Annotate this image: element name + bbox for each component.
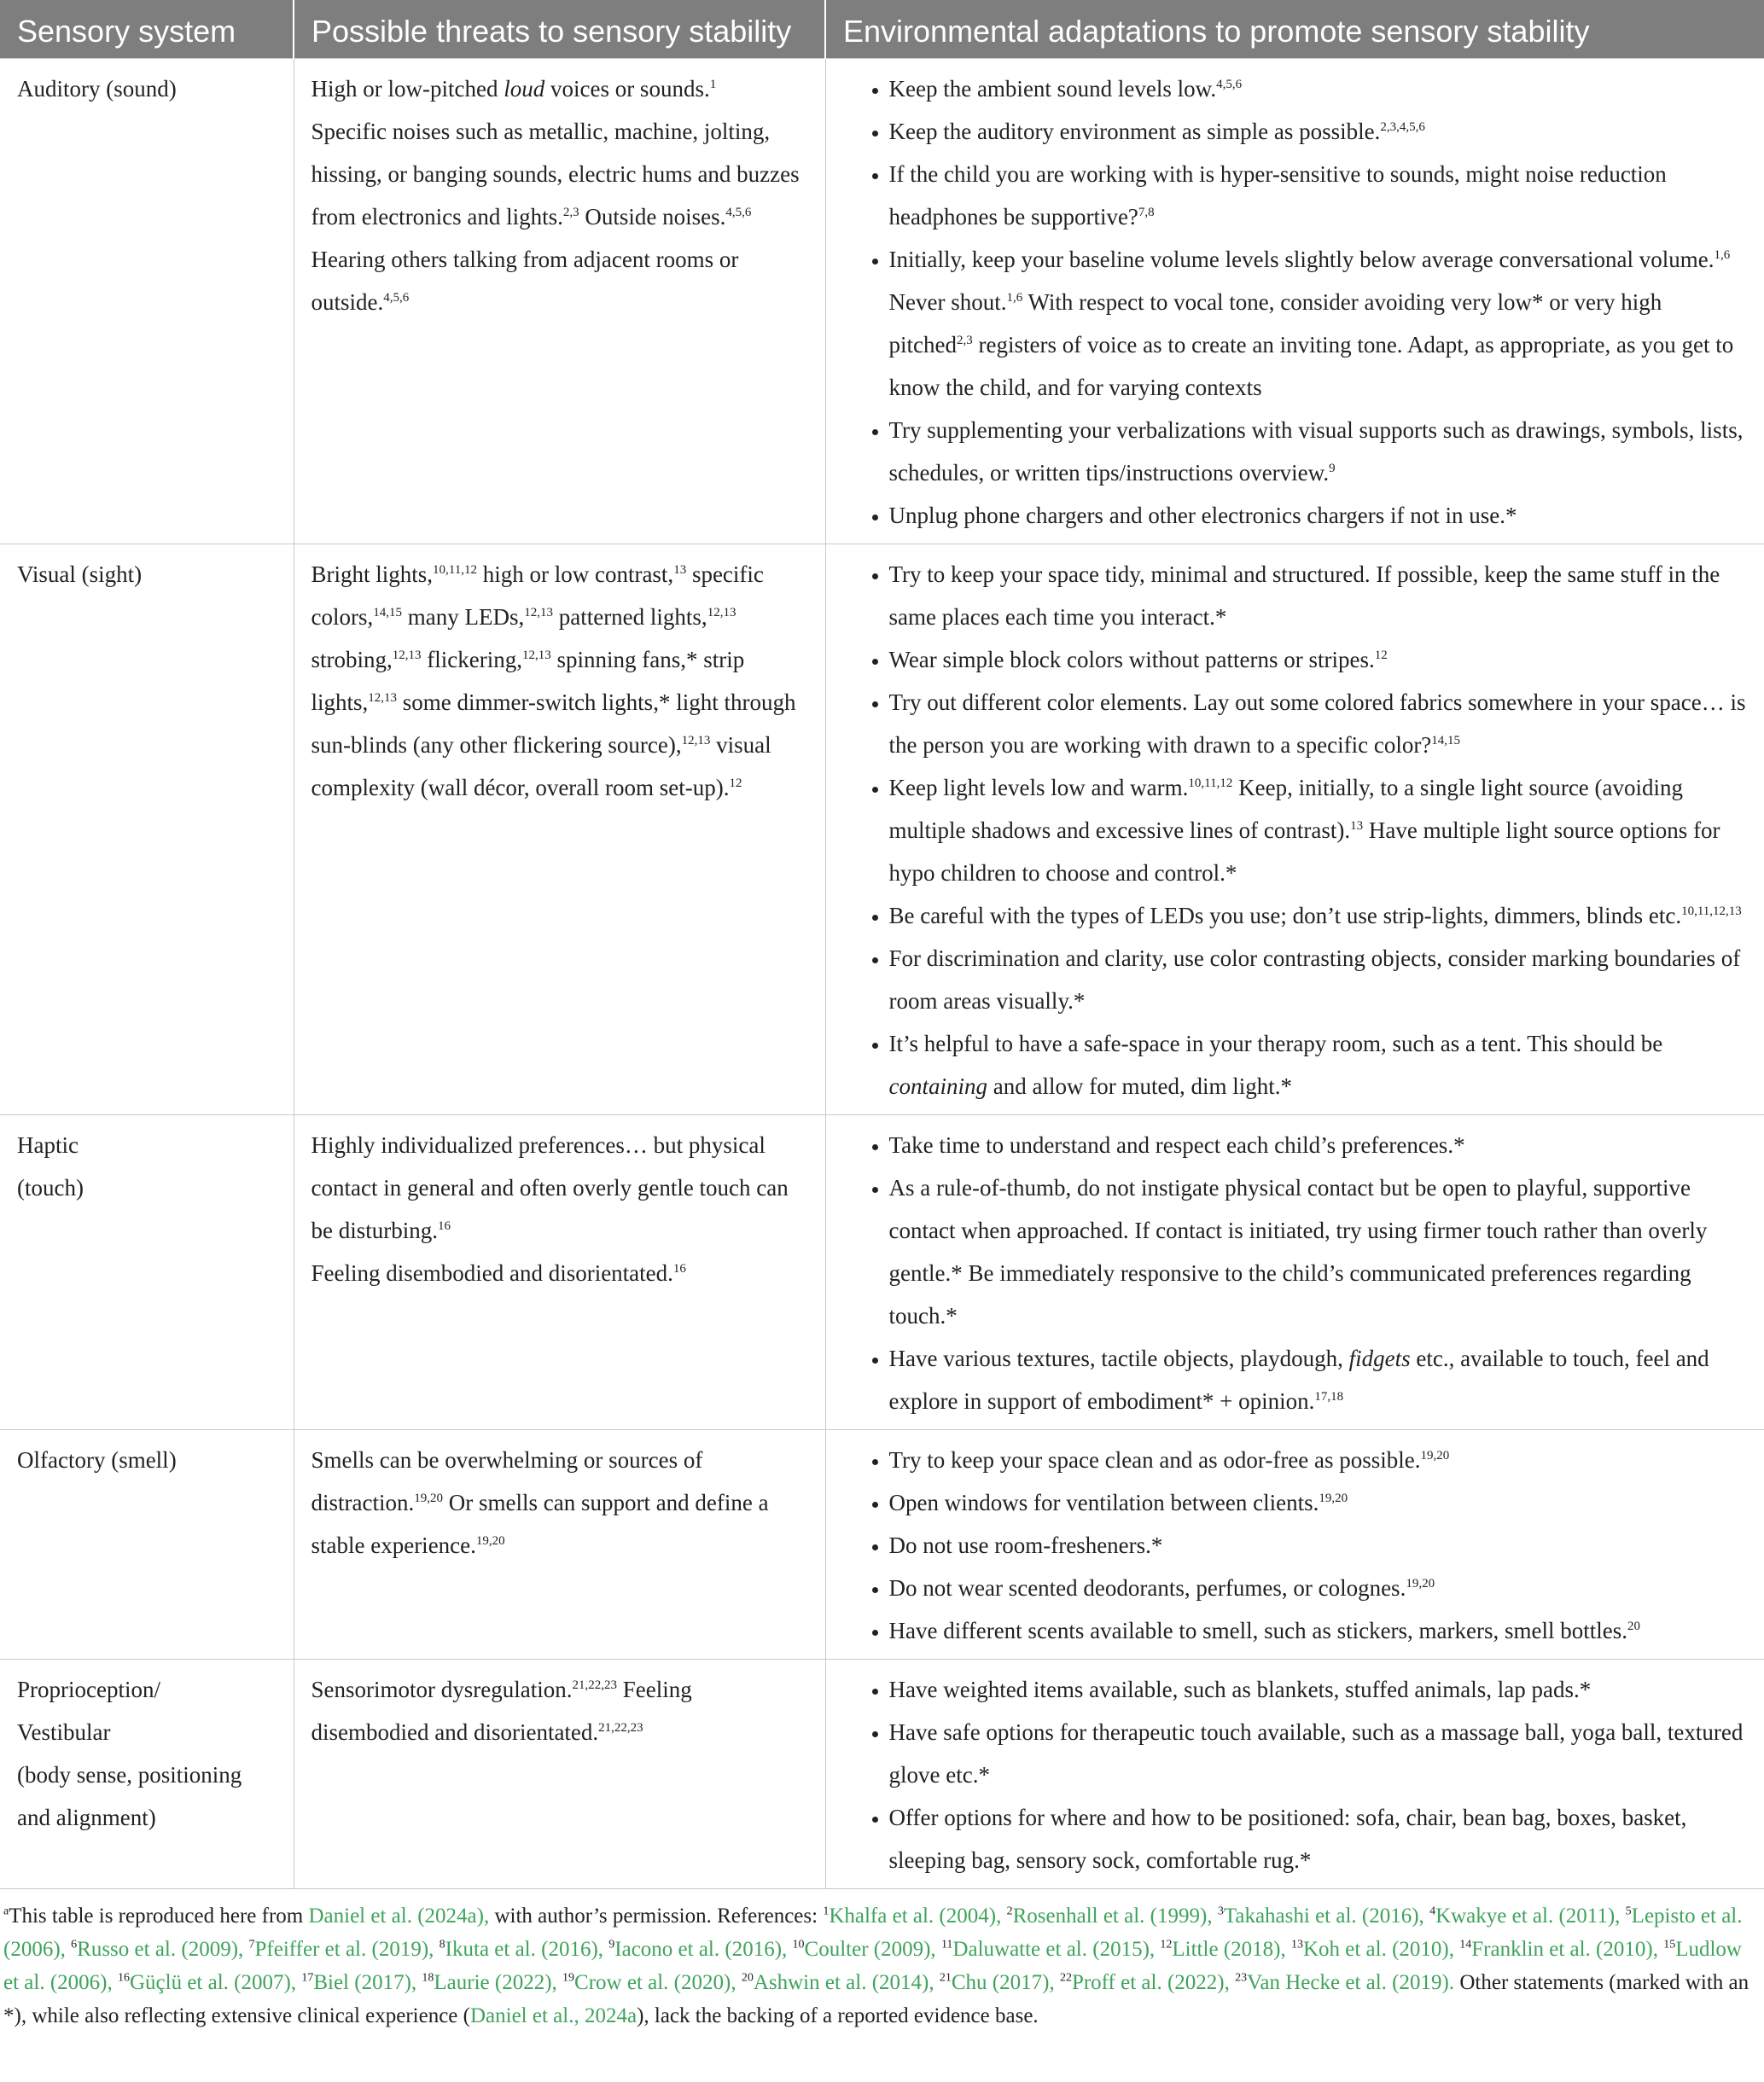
text-segment: Sensorimotor dysregulation.	[311, 1677, 573, 1702]
text-segment: Take time to understand and respect each child’s preferences.*	[888, 1132, 1465, 1158]
text-segment: Have weighted items available, such as blankets, stuffed animals, lap pads.*	[888, 1677, 1592, 1702]
adaptations-cell	[825, 1660, 1764, 1889]
reference-superscript: 3	[1217, 1905, 1224, 1918]
reference-superscript: 2,3	[562, 206, 579, 219]
sensory-system-cell	[0, 1660, 294, 1889]
text-segment: Keep light levels low and warm.	[888, 775, 1189, 800]
table-row	[0, 1660, 1764, 1889]
text-segment: As a rule-of-thumb, do not instigate physical contact but be open to playful, supportive contact when approached. If contact is initiated, try using firmer touch rather than overly gentle.* Be immediately responsive to the child’s communicated preferences regarding touch.*	[888, 1175, 1708, 1329]
adaptation-item	[889, 1668, 1748, 1711]
reference-superscript: 22	[1059, 1971, 1072, 1985]
citation-link[interactable]: Little (2018),	[1172, 1938, 1286, 1961]
reference-superscript: 12,13	[681, 734, 711, 747]
adaptation-item	[889, 766, 1748, 894]
citation-link[interactable]: Ashwin et al. (2014),	[753, 1971, 934, 1994]
citation-link[interactable]: Daniel et al. (2024a),	[308, 1905, 490, 1928]
text-segment: Feeling disembodied and disorientated.	[311, 1677, 692, 1745]
reference-superscript: 6	[71, 1938, 78, 1951]
reference-superscript: 15	[1663, 1938, 1676, 1951]
table-footnote	[0, 1889, 1764, 2033]
text-segment: Offer options for where and how to be positioned: sofa, chair, bean bag, boxes, basket, sleeping bag, sensory sock, comfortable rug.*	[888, 1805, 1687, 1873]
table-row	[0, 1430, 1764, 1660]
reference-superscript: 21	[939, 1971, 952, 1985]
adaptation-item	[889, 1022, 1748, 1108]
text-segment: Or smells can support and define a stable experience.	[311, 1490, 769, 1558]
reference-superscript: 16	[117, 1971, 130, 1985]
threats-cell	[294, 1660, 825, 1889]
text-segment: and allow for muted, dim light.*	[987, 1073, 1292, 1099]
text-segment: Highly individualized preferences… but physical contact in general and often overly gentle touch can be disturbing.	[311, 1132, 789, 1243]
text-segment: voices or sounds.	[544, 76, 710, 102]
reference-superscript: 1,6	[1006, 291, 1023, 305]
reference-superscript: 11	[940, 1938, 953, 1951]
text-segment: It’s helpful to have a safe-space in your therapy room, such as a tent. This should be	[888, 1031, 1663, 1056]
reference-superscript: 12,13	[707, 606, 736, 619]
adaptation-item	[889, 937, 1748, 1022]
adaptations-list	[843, 1124, 1748, 1422]
reference-superscript: 12,13	[521, 648, 551, 662]
table-row	[0, 59, 1764, 544]
text-segment: high or low contrast,	[476, 561, 674, 587]
italic-text: fidgets	[1348, 1346, 1411, 1371]
text-segment: Try to keep your space clean and as odor-free as possible.	[888, 1447, 1421, 1473]
reference-superscript: 7	[248, 1938, 255, 1951]
text-segment: Feeling disembodied and disorientated.	[311, 1260, 673, 1286]
text-segment: Do not use room-fresheners.*	[888, 1532, 1163, 1558]
citation-link[interactable]: Kwakye et al. (2011),	[1435, 1905, 1621, 1928]
adaptation-item	[889, 638, 1748, 681]
citation-link[interactable]: Lepisto et al. (2006),	[3, 1905, 1743, 1961]
adaptation-item	[889, 67, 1748, 110]
reference-superscript: 19,20	[414, 1492, 443, 1505]
citation-link[interactable]: Franklin et al. (2010),	[1471, 1938, 1658, 1961]
adaptation-item	[889, 1124, 1748, 1166]
text-segment: Hearing others talking from adjacent rooms or outside.	[311, 247, 739, 315]
citation-link[interactable]: Coulter (2009),	[804, 1938, 936, 1961]
text-segment: registers of voice as to create an inviting tone. Adapt, as appropriate, as you get to know the child, and for varying contexts	[888, 332, 1734, 400]
sensory-system-cell	[0, 59, 294, 544]
reference-superscript: 2,3	[956, 334, 973, 347]
reference-superscript: 21,22,23	[598, 1721, 643, 1735]
text-segment: With respect to vocal tone, consider avoiding very low* or very high pitched	[888, 289, 1662, 358]
reference-superscript: 10	[792, 1938, 805, 1951]
text-segment: patterned lights,	[552, 604, 707, 630]
reference-superscript: 14,15	[1431, 734, 1461, 747]
sensory-system-label: (touch)	[17, 1175, 84, 1201]
citation-link[interactable]: Rosenhall et al. (1999),	[1012, 1905, 1213, 1928]
threats-cell	[294, 544, 825, 1115]
adaptation-item	[889, 494, 1748, 537]
citation-link[interactable]: Pfeiffer et al. (2019),	[254, 1938, 434, 1961]
table-row	[0, 544, 1764, 1115]
citation-link[interactable]: Koh et al. (2010),	[1302, 1938, 1454, 1961]
citation-link[interactable]: Daniel et al., 2024a	[469, 2004, 637, 2027]
text-segment: flickering,	[421, 647, 522, 672]
text-segment: Do not wear scented deodorants, perfumes, or colognes.	[888, 1575, 1406, 1601]
reference-superscript: 12	[1374, 648, 1388, 662]
reference-superscript: 1	[823, 1905, 830, 1918]
text-segment: Have multiple light source options for hypo children to choose and control.*	[888, 817, 1720, 886]
adaptation-item	[889, 1481, 1748, 1524]
reference-superscript: 17	[301, 1971, 314, 1985]
citation-link[interactable]: Proff et al. (2022),	[1071, 1971, 1230, 1994]
citation-link[interactable]: Russo et al. (2009),	[77, 1938, 244, 1961]
reference-superscript: 1,6	[1714, 248, 1731, 262]
text-segment: ), lack the backing of a reported evidence base.	[637, 2004, 1039, 2027]
citation-link[interactable]: Iacono et al. (2016),	[614, 1938, 788, 1961]
text-segment: Initially, keep your baseline volume levels slightly below average conversational volume.	[888, 247, 1715, 272]
sensory-system-label: Haptic	[17, 1132, 79, 1158]
adaptations-list	[843, 67, 1748, 537]
citation-link[interactable]: Daluwatte et al. (2015),	[952, 1938, 1156, 1961]
text-segment: Try out different color elements. Lay out some colored fabrics somewhere in your space… is the person you are working with drawn to a specific color?	[888, 689, 1746, 758]
text-segment: strobing,	[311, 647, 393, 672]
reference-superscript: 9	[1329, 462, 1336, 475]
text-segment: Try to keep your space tidy, minimal and structured. If possible, keep the same stuff in the same places each time you interact.*	[888, 561, 1720, 630]
reference-superscript: 21,22,23	[572, 1678, 617, 1692]
sensory-system-label: and alignment)	[17, 1805, 156, 1830]
reference-superscript: 20	[1627, 1620, 1641, 1633]
citation-link[interactable]: Ikuta et al. (2016),	[445, 1938, 604, 1961]
citation-link[interactable]: Güçlü et al. (2007),	[129, 1971, 297, 1994]
reference-superscript: 12,13	[368, 691, 398, 705]
text-segment: Have different scents available to smell, such as stickers, markers, smell bottles.	[888, 1618, 1628, 1643]
adaptation-item	[889, 1567, 1748, 1609]
adaptation-item	[889, 681, 1748, 766]
text-segment: visual complexity (wall décor, overall room set-up).	[311, 732, 771, 800]
reference-superscript: 7,8	[1138, 206, 1155, 219]
italic-text: containing	[888, 1073, 987, 1099]
text-segment: Keep the auditory environment as simple as possible.	[888, 119, 1381, 144]
reference-superscript: 9	[608, 1938, 615, 1951]
adaptations-list	[843, 1668, 1748, 1881]
sensory-system-label: Auditory (sound)	[17, 76, 177, 102]
sensory-system-label: Proprioception/	[17, 1677, 160, 1702]
table-header-row	[0, 0, 1764, 59]
text-segment: Smells can be overwhelming or sources of distraction.	[311, 1447, 703, 1515]
text-segment: Be careful with the types of LEDs you use; don’t use strip-lights, dimmers, blinds etc.	[888, 903, 1682, 928]
adaptation-item	[889, 110, 1748, 153]
adaptations-list	[843, 553, 1748, 1108]
text-segment: High or low-pitched	[311, 76, 504, 102]
reference-superscript: 19,20	[1420, 1449, 1450, 1463]
text-segment: with author’s permission. References:	[489, 1905, 824, 1928]
adaptation-item	[889, 1166, 1748, 1337]
citation-link[interactable]: Takahashi et al. (2016),	[1223, 1905, 1424, 1928]
reference-superscript: 12,13	[524, 606, 553, 619]
reference-superscript: 19,20	[1319, 1492, 1348, 1505]
text-segment: Other statements (marked with an *), while also reflecting extensive clinical experience (	[3, 1971, 1749, 2027]
text-segment: Open windows for ventilation between clients.	[888, 1490, 1319, 1515]
citation-link[interactable]: Biel (2017),	[313, 1971, 417, 1994]
adaptation-item	[889, 894, 1748, 937]
reference-superscript: 13	[673, 563, 687, 577]
text-segment: Unplug phone chargers and other electronics chargers if not in use.*	[888, 503, 1517, 528]
adaptation-item	[889, 553, 1748, 638]
header-sensory-system: Sensory system	[0, 0, 294, 59]
reference-superscript: 16	[672, 1262, 686, 1276]
reference-superscript: 19	[562, 1971, 575, 1985]
reference-superscript: 10,11,12	[433, 563, 477, 577]
reference-superscript: 2	[1006, 1905, 1013, 1918]
threats-cell	[294, 1430, 825, 1660]
sensory-system-label: Visual (sight)	[17, 561, 143, 587]
sensory-system-label: Vestibular	[17, 1719, 111, 1745]
sensory-system-label: (body sense, positioning	[17, 1762, 242, 1788]
citation-link[interactable]: Ludlow et al. (2006),	[3, 1938, 1742, 1994]
reference-superscript: a	[3, 1905, 9, 1918]
adaptations-cell	[825, 1115, 1764, 1430]
text-segment: etc., available to touch, feel and explore in support of embodiment* + opinion.	[888, 1346, 1709, 1414]
reference-superscript: 19,20	[1406, 1577, 1435, 1591]
reference-superscript: 4	[1429, 1905, 1436, 1918]
reference-superscript: 23	[1235, 1971, 1248, 1985]
citation-link[interactable]: Laurie (2022),	[434, 1971, 557, 1994]
adaptation-item	[889, 238, 1748, 409]
text-segment: specific colors,	[311, 561, 764, 630]
reference-superscript: 16	[438, 1219, 451, 1233]
text-segment: spinning fans,* strip lights,	[311, 647, 745, 715]
threats-cell	[294, 1115, 825, 1430]
text-segment: For discrimination and clarity, use color contrasting objects, consider marking boundaries of room areas visually.*	[888, 945, 1741, 1014]
adaptations-cell	[825, 59, 1764, 544]
reference-superscript: 8	[439, 1938, 445, 1951]
reference-superscript: 4,5,6	[383, 291, 410, 305]
adaptations-list	[843, 1439, 1748, 1652]
threats-cell	[294, 59, 825, 544]
citation-link[interactable]: Van Hecke et al. (2019).	[1247, 1971, 1455, 1994]
reference-superscript: 12	[729, 776, 742, 790]
reference-superscript: 4,5,6	[725, 206, 752, 219]
text-segment: Have safe options for therapeutic touch available, such as a massage ball, yoga ball, textured glove etc.*	[888, 1719, 1744, 1788]
reference-superscript: 18	[422, 1971, 434, 1985]
header-environmental-adaptations: Environmental adaptations to promote sensory stability	[825, 0, 1764, 59]
citation-link[interactable]: Crow et al. (2020),	[574, 1971, 736, 1994]
sensory-system-cell	[0, 1115, 294, 1430]
sensory-system-label: Olfactory (smell)	[17, 1447, 177, 1473]
reference-superscript: 5	[1625, 1905, 1632, 1918]
reference-superscript: 19,20	[475, 1534, 505, 1548]
text-segment: many LEDs,	[401, 604, 525, 630]
adaptation-item	[889, 1609, 1748, 1652]
reference-superscript: 13	[1350, 819, 1364, 833]
reference-superscript: 12,13	[392, 648, 422, 662]
reference-superscript: 17,18	[1314, 1390, 1344, 1404]
adaptation-item	[889, 153, 1748, 238]
reference-superscript: 10,11,12,13	[1681, 904, 1742, 918]
reference-superscript: 20	[741, 1971, 754, 1985]
adaptation-item	[889, 1524, 1748, 1567]
citation-link[interactable]: Chu (2017),	[951, 1971, 1055, 1994]
adaptation-item	[889, 409, 1748, 494]
reference-superscript: 4,5,6	[1216, 78, 1243, 91]
adaptation-item	[889, 1439, 1748, 1481]
text-segment: Have various textures, tactile objects, playdough,	[888, 1346, 1349, 1371]
adaptation-item	[889, 1337, 1748, 1422]
text-segment: Never shout.	[888, 289, 1007, 315]
reference-superscript: 12	[1160, 1938, 1173, 1951]
header-possible-threats: Possible threats to sensory stability	[294, 0, 825, 59]
italic-text: loud	[504, 76, 545, 102]
text-segment: Wear simple block colors without patterns or stripes.	[888, 647, 1375, 672]
text-segment: This table is reproduced here from	[9, 1905, 309, 1928]
sensory-system-cell	[0, 544, 294, 1115]
table-body	[0, 59, 1764, 1889]
text-segment: Outside noises.	[579, 204, 726, 230]
text-segment: Bright lights,	[311, 561, 434, 587]
text-segment: some dimmer-switch lights,* light through sun-blinds (any other flickering source),	[311, 689, 796, 758]
adaptations-cell	[825, 544, 1764, 1115]
adaptation-item	[889, 1711, 1748, 1796]
reference-superscript: 14,15	[373, 606, 402, 619]
text-segment: Specific noises such as metallic, machine, jolting, hissing, or banging sounds, electric hums and buzzes from electronics and lights.	[311, 119, 800, 230]
reference-superscript: 14	[1459, 1938, 1472, 1951]
reference-superscript: 2,3,4,5,6	[1380, 120, 1425, 134]
adaptations-cell	[825, 1430, 1764, 1660]
reference-superscript: 10,11,12	[1188, 776, 1233, 790]
text-segment: If the child you are working with is hyper-sensitive to sounds, might noise reduction headphones be supportive?	[888, 161, 1667, 230]
adaptation-item	[889, 1796, 1748, 1881]
text-segment: Try supplementing your verbalizations with visual supports such as drawings, symbols, lists, schedules, or written tips/instructions overview.	[888, 417, 1744, 486]
citation-link[interactable]: Khalfa et al. (2004),	[829, 1905, 1002, 1928]
sensory-system-cell	[0, 1430, 294, 1660]
reference-superscript: 1	[709, 78, 717, 91]
reference-superscript: 13	[1290, 1938, 1303, 1951]
text-segment: Keep, initially, to a single light source (avoiding multiple shadows and excessive lines of contrast).	[888, 775, 1684, 843]
text-segment: Keep the ambient sound levels low.	[888, 76, 1217, 102]
table-row	[0, 1115, 1764, 1430]
